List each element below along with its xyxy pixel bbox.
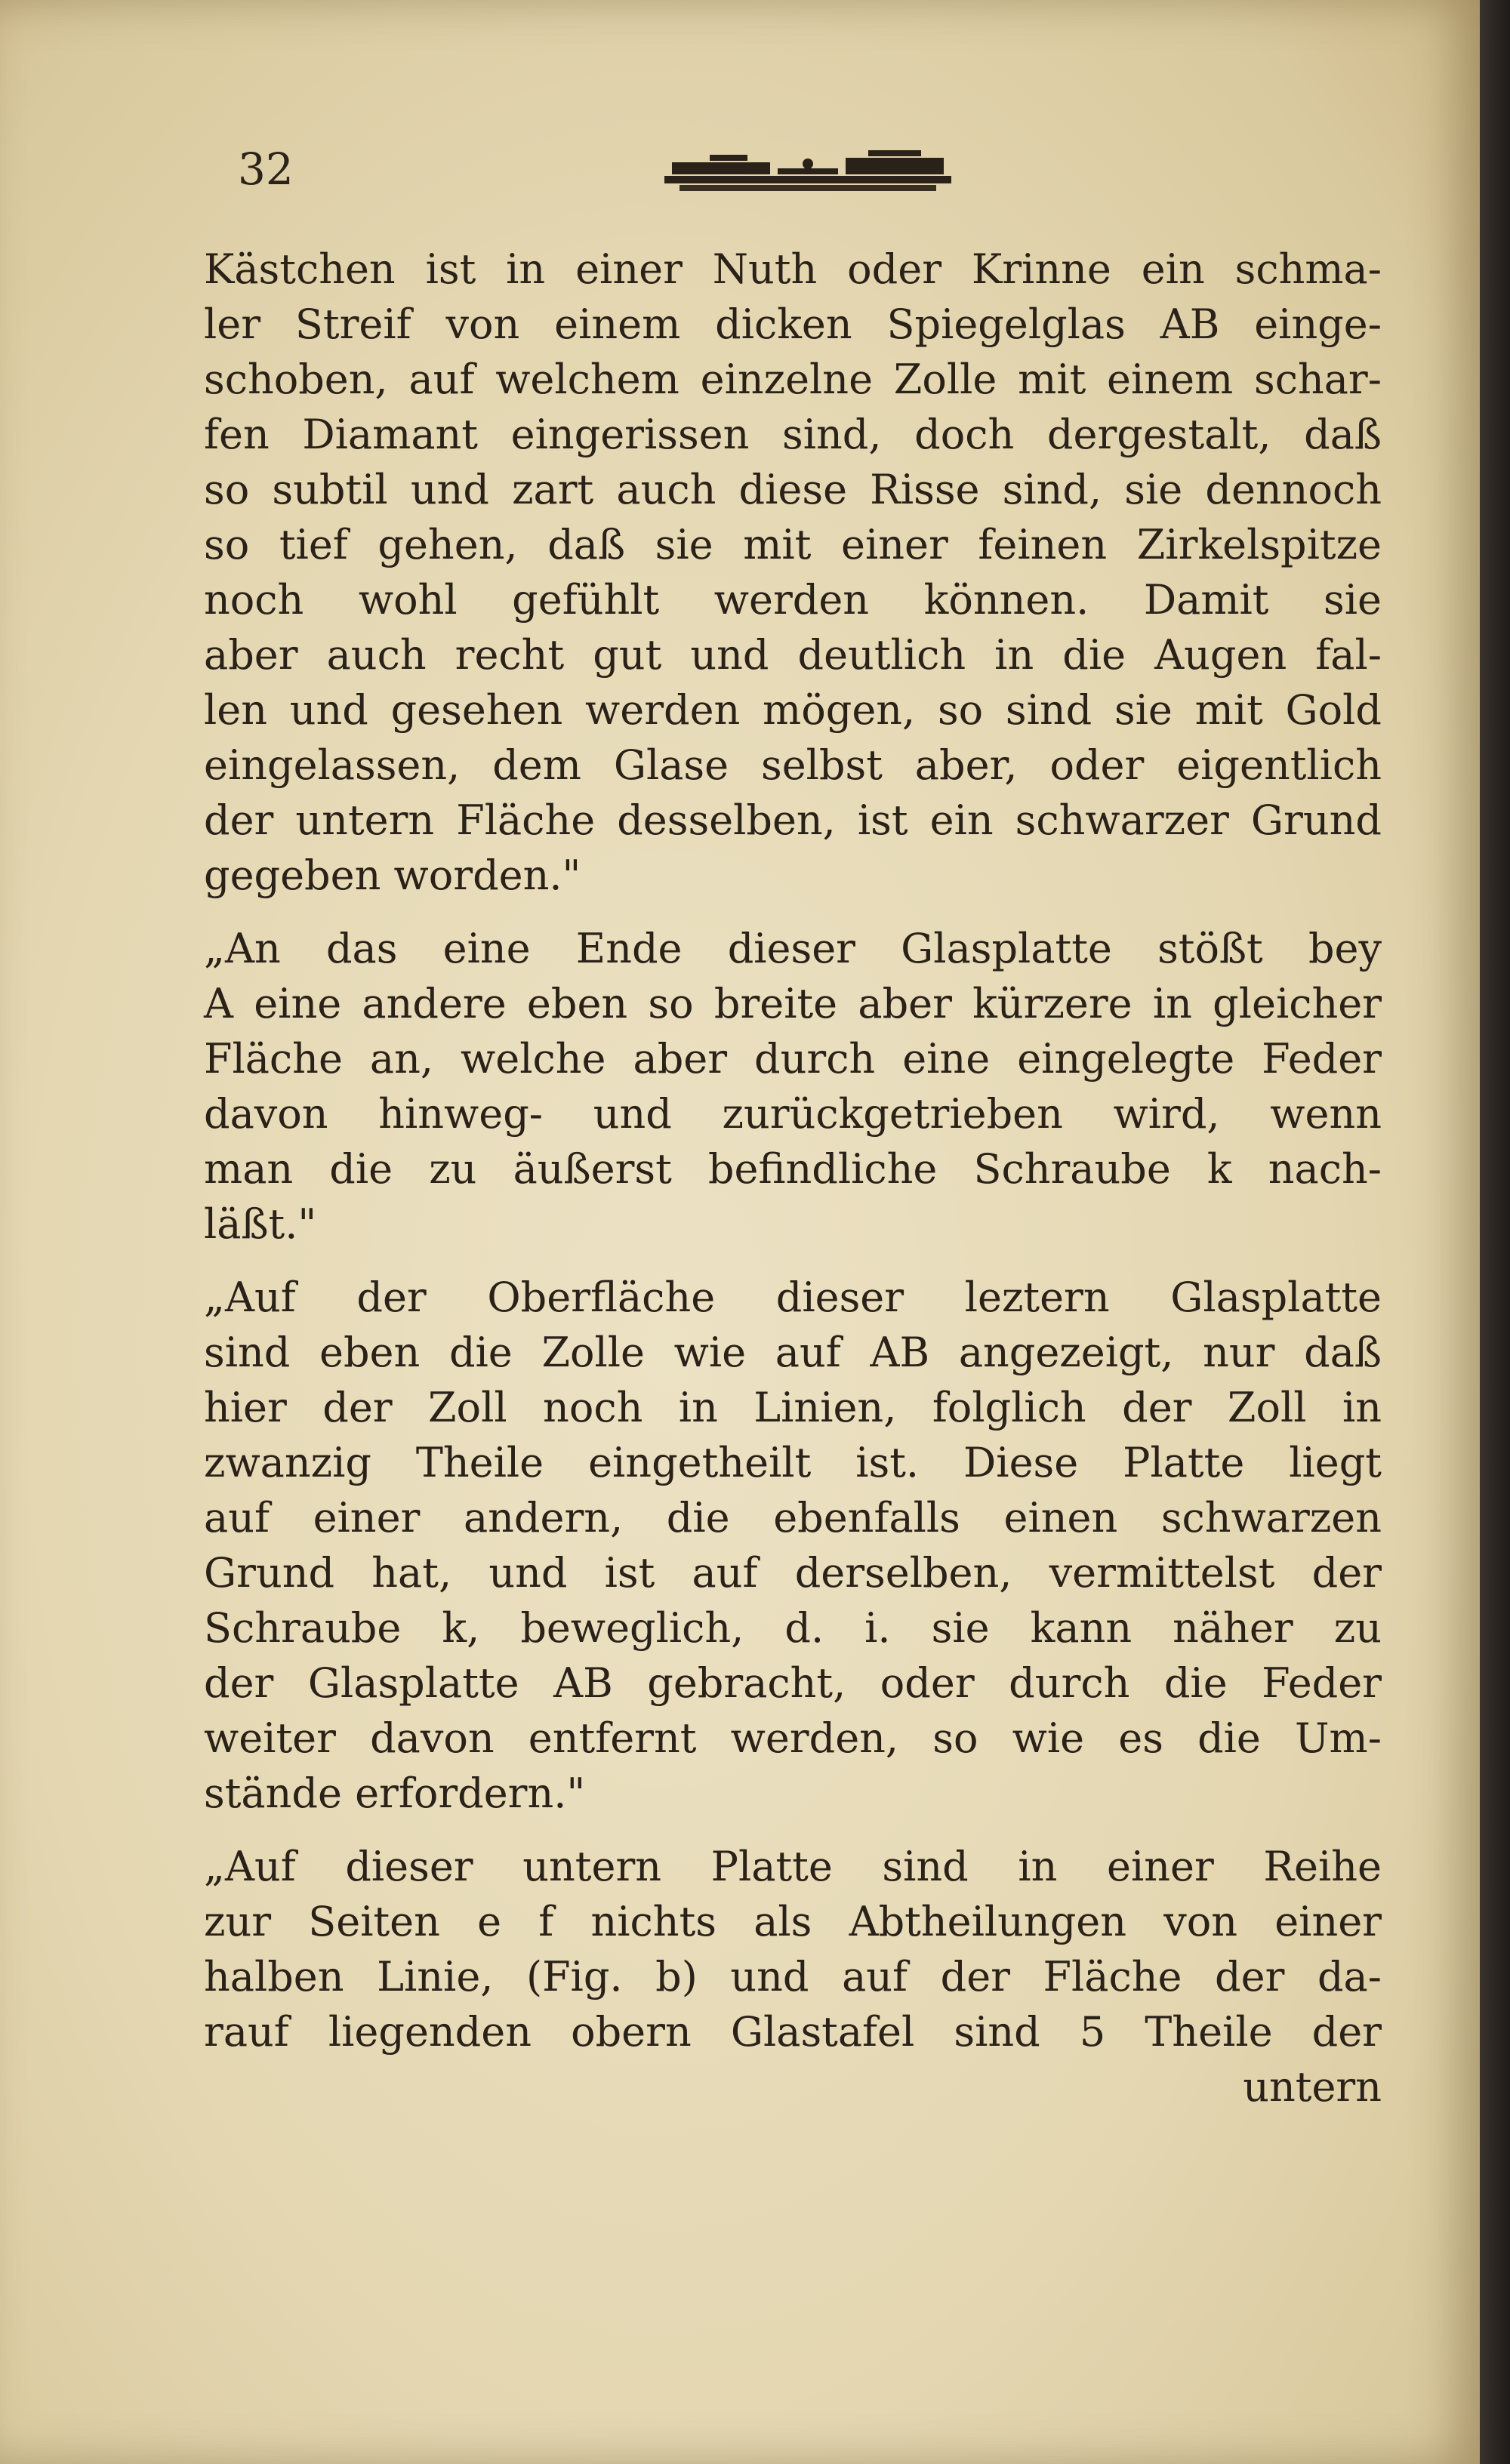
text-line: man die zu äußerst befindliche Schraube k nach- [204,1145,1382,1193]
text-line: „An das eine Ende dieser Glasplatte stößt bey [204,925,1382,972]
text-line: weiter davon entfernt werden, so wie es die Um- [204,1714,1382,1762]
text-line: Kästchen ist in einer Nuth oder Krinne ein schma- [204,245,1382,293]
text-line: „Auf dieser untern Platte sind in einer Reihe [204,1843,1382,1890]
text-line: Grund hat, und ist auf derselben, vermittelst der [204,1549,1382,1597]
text-line: gegeben worden." [204,852,581,899]
text-line: len und gesehen werden mögen, so sind sie mit Gold [204,686,1382,734]
paragraph-1 [204,242,1382,903]
text-line: Fläche an, welche aber durch eine eingelegte Feder [204,1035,1382,1083]
text-line: der Glasplatte AB gebracht, oder durch die Feder [204,1659,1382,1707]
text-line: der untern Fläche desselben, ist ein schwarzer Grund [204,796,1382,844]
book-spine-edge [1480,0,1510,2464]
text-line: schoben, auf welchem einzelne Zolle mit einem schar- [204,356,1382,403]
decorative-headpiece-icon [664,147,951,200]
paragraph-4 [204,1839,1382,2059]
text-line: so tief gehen, daß sie mit einer feinen Zirkelspitze [204,521,1382,568]
text-line: zwanzig Theile eingetheilt ist. Diese Platte liegt [204,1439,1382,1486]
text-line: sind eben die Zolle wie auf AB angezeigt, nur daß [204,1329,1382,1376]
text-line: noch wohl gefühlt werden können. Damit sie [204,576,1382,624]
body-text [204,242,1382,2114]
text-line: davon hinweg- und zurückgetrieben wird, wenn [204,1090,1382,1138]
text-line: rauf liegenden obern Glastafel sind 5 Theile der [204,2008,1382,2056]
text-line: auf einer andern, die ebenfalls einen schwarzen [204,1494,1382,1542]
text-line: aber auch recht gut und deutlich in die Augen fal- [204,631,1382,679]
text-line: eingelassen, dem Glase selbst aber, oder eigentlich [204,741,1382,789]
page-number: 32 [238,143,294,195]
text-line: ler Streif von einem dicken Spiegelglas AB einge- [204,300,1382,348]
text-line: zur Seiten e f nichts als Abtheilungen von einer [204,1898,1382,1945]
paragraph-2 [204,921,1382,1252]
text-line: so subtil und zart auch diese Risse sind, sie dennoch [204,466,1382,513]
text-line: läßt." [204,1200,317,1248]
text-line: fen Diamant eingerissen sind, doch dergestalt, daß [204,411,1382,458]
text-line: Schraube k, beweglich, d. i. sie kann näher zu [204,1604,1382,1652]
text-line: hier der Zoll noch in Linien, folglich der Zoll in [204,1384,1382,1431]
text-line: halben Linie, (Fig. b) und auf der Fläche der da- [204,1953,1382,2000]
paragraph-3 [204,1270,1382,1821]
text-line: „Auf der Oberfläche dieser leztern Glasplatte [204,1274,1382,1321]
catchword: untern [1243,2063,1382,2111]
text-line: A eine andere eben so breite aber kürzere in gleicher [204,980,1382,1027]
text-line: stände erfordern." [204,1769,586,1817]
